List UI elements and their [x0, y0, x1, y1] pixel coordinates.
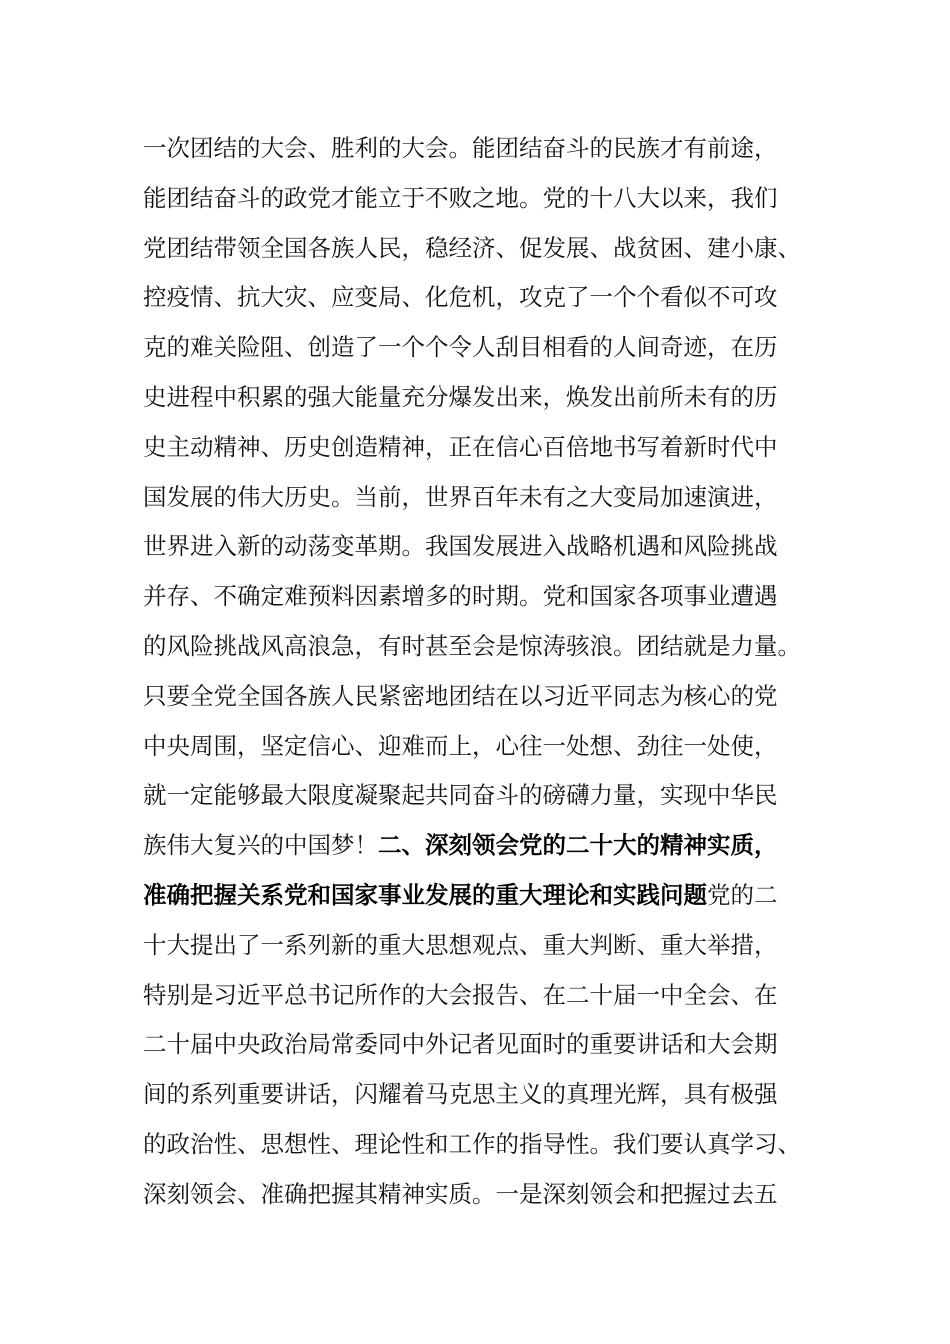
paragraph-text: 间的系列重要讲话，闪耀着马克思主义的真理光辉，具有极强 [143, 1080, 778, 1109]
paragraph-text: 史进程中积累的强大能量充分爆发出来，焕发出前所未有的历 [143, 382, 778, 411]
text-line [143, 921, 833, 971]
paragraph-text: 族伟大复兴的中国梦！ [143, 831, 378, 860]
text-line [143, 971, 833, 1021]
paragraph-text: 史主动精神、历史创造精神，正在信心百倍地书写着新时代中 [143, 432, 778, 461]
text-line [143, 473, 833, 523]
paragraph-text: 特别是习近平总书记所作的大会报告、在二十届一中全会、在 [143, 980, 778, 1009]
text-line [143, 821, 833, 871]
body-text [143, 124, 833, 1220]
text-line [143, 1020, 833, 1070]
paragraph-text: 十大提出了一系列新的重大思想观点、重大判断、重大举措， [143, 930, 778, 959]
section-heading-text: 二、深刻领会党的二十大的精神实质， [378, 831, 778, 860]
paragraph-text: 党的二 [707, 880, 778, 909]
text-line [143, 273, 833, 323]
paragraph-text: 并存、不确定难预料因素增多的时期。党和国家各项事业遭遇 [143, 582, 778, 611]
paragraph-text: 深刻领会、准确把握其精神实质。一是深刻领会和把握过去五 [143, 1179, 778, 1208]
text-line [143, 522, 833, 572]
text-line [143, 323, 833, 373]
text-line [143, 572, 833, 622]
paragraph-text: 的风险挑战风高浪急，有时甚至会是惊涛骇浪。团结就是力量。 [143, 631, 801, 660]
text-line [143, 771, 833, 821]
text-line [143, 1120, 833, 1170]
paragraph-text: 就一定能够最大限度凝聚起共同奋斗的磅礴力量，实现中华民 [143, 781, 778, 810]
paragraph-text: 二十届中央政治局常委同中外记者见面时的重要讲话和大会期 [143, 1030, 778, 1059]
text-line [143, 124, 833, 174]
text-line [143, 224, 833, 274]
paragraph-text: 的政治性、思想性、理论性和工作的指导性。我们要认真学习、 [143, 1129, 801, 1158]
section-heading-text: 准确把握关系党和国家事业发展的重大理论和实践问题 [143, 880, 707, 909]
text-line [143, 1170, 833, 1220]
paragraph-text: 能团结奋斗的政党才能立于不败之地。党的十八大以来，我们 [143, 183, 778, 212]
paragraph-text: 中央周围，坚定信心、迎难而上，心往一处想、劲往一处使， [143, 731, 778, 760]
text-line [143, 174, 833, 224]
text-line [143, 622, 833, 672]
paragraph-text: 世界进入新的动荡变革期。我国发展进入战略机遇和风险挑战 [143, 532, 778, 561]
text-line [143, 871, 833, 921]
paragraph-text: 一次团结的大会、胜利的大会。能团结奋斗的民族才有前途， [143, 134, 778, 162]
paragraph-text: 党团结带领全国各族人民，稳经济、促发展、战贫困、建小康、 [143, 233, 801, 262]
text-line [143, 373, 833, 423]
text-line [143, 423, 833, 473]
paragraph-text: 控疫情、抗大灾、应变局、化危机，攻克了一个个看似不可攻 [143, 283, 778, 312]
text-line [143, 722, 833, 772]
paragraph-text: 国发展的伟大历史。当前，世界百年未有之大变局加速演进， [143, 482, 778, 511]
text-line [143, 672, 833, 722]
text-line [143, 1070, 833, 1120]
paragraph-text: 只要全党全国各族人民紧密地团结在以习近平同志为核心的党 [143, 681, 778, 710]
paragraph-text: 克的难关险阻、创造了一个个令人刮目相看的人间奇迹，在历 [143, 333, 778, 362]
